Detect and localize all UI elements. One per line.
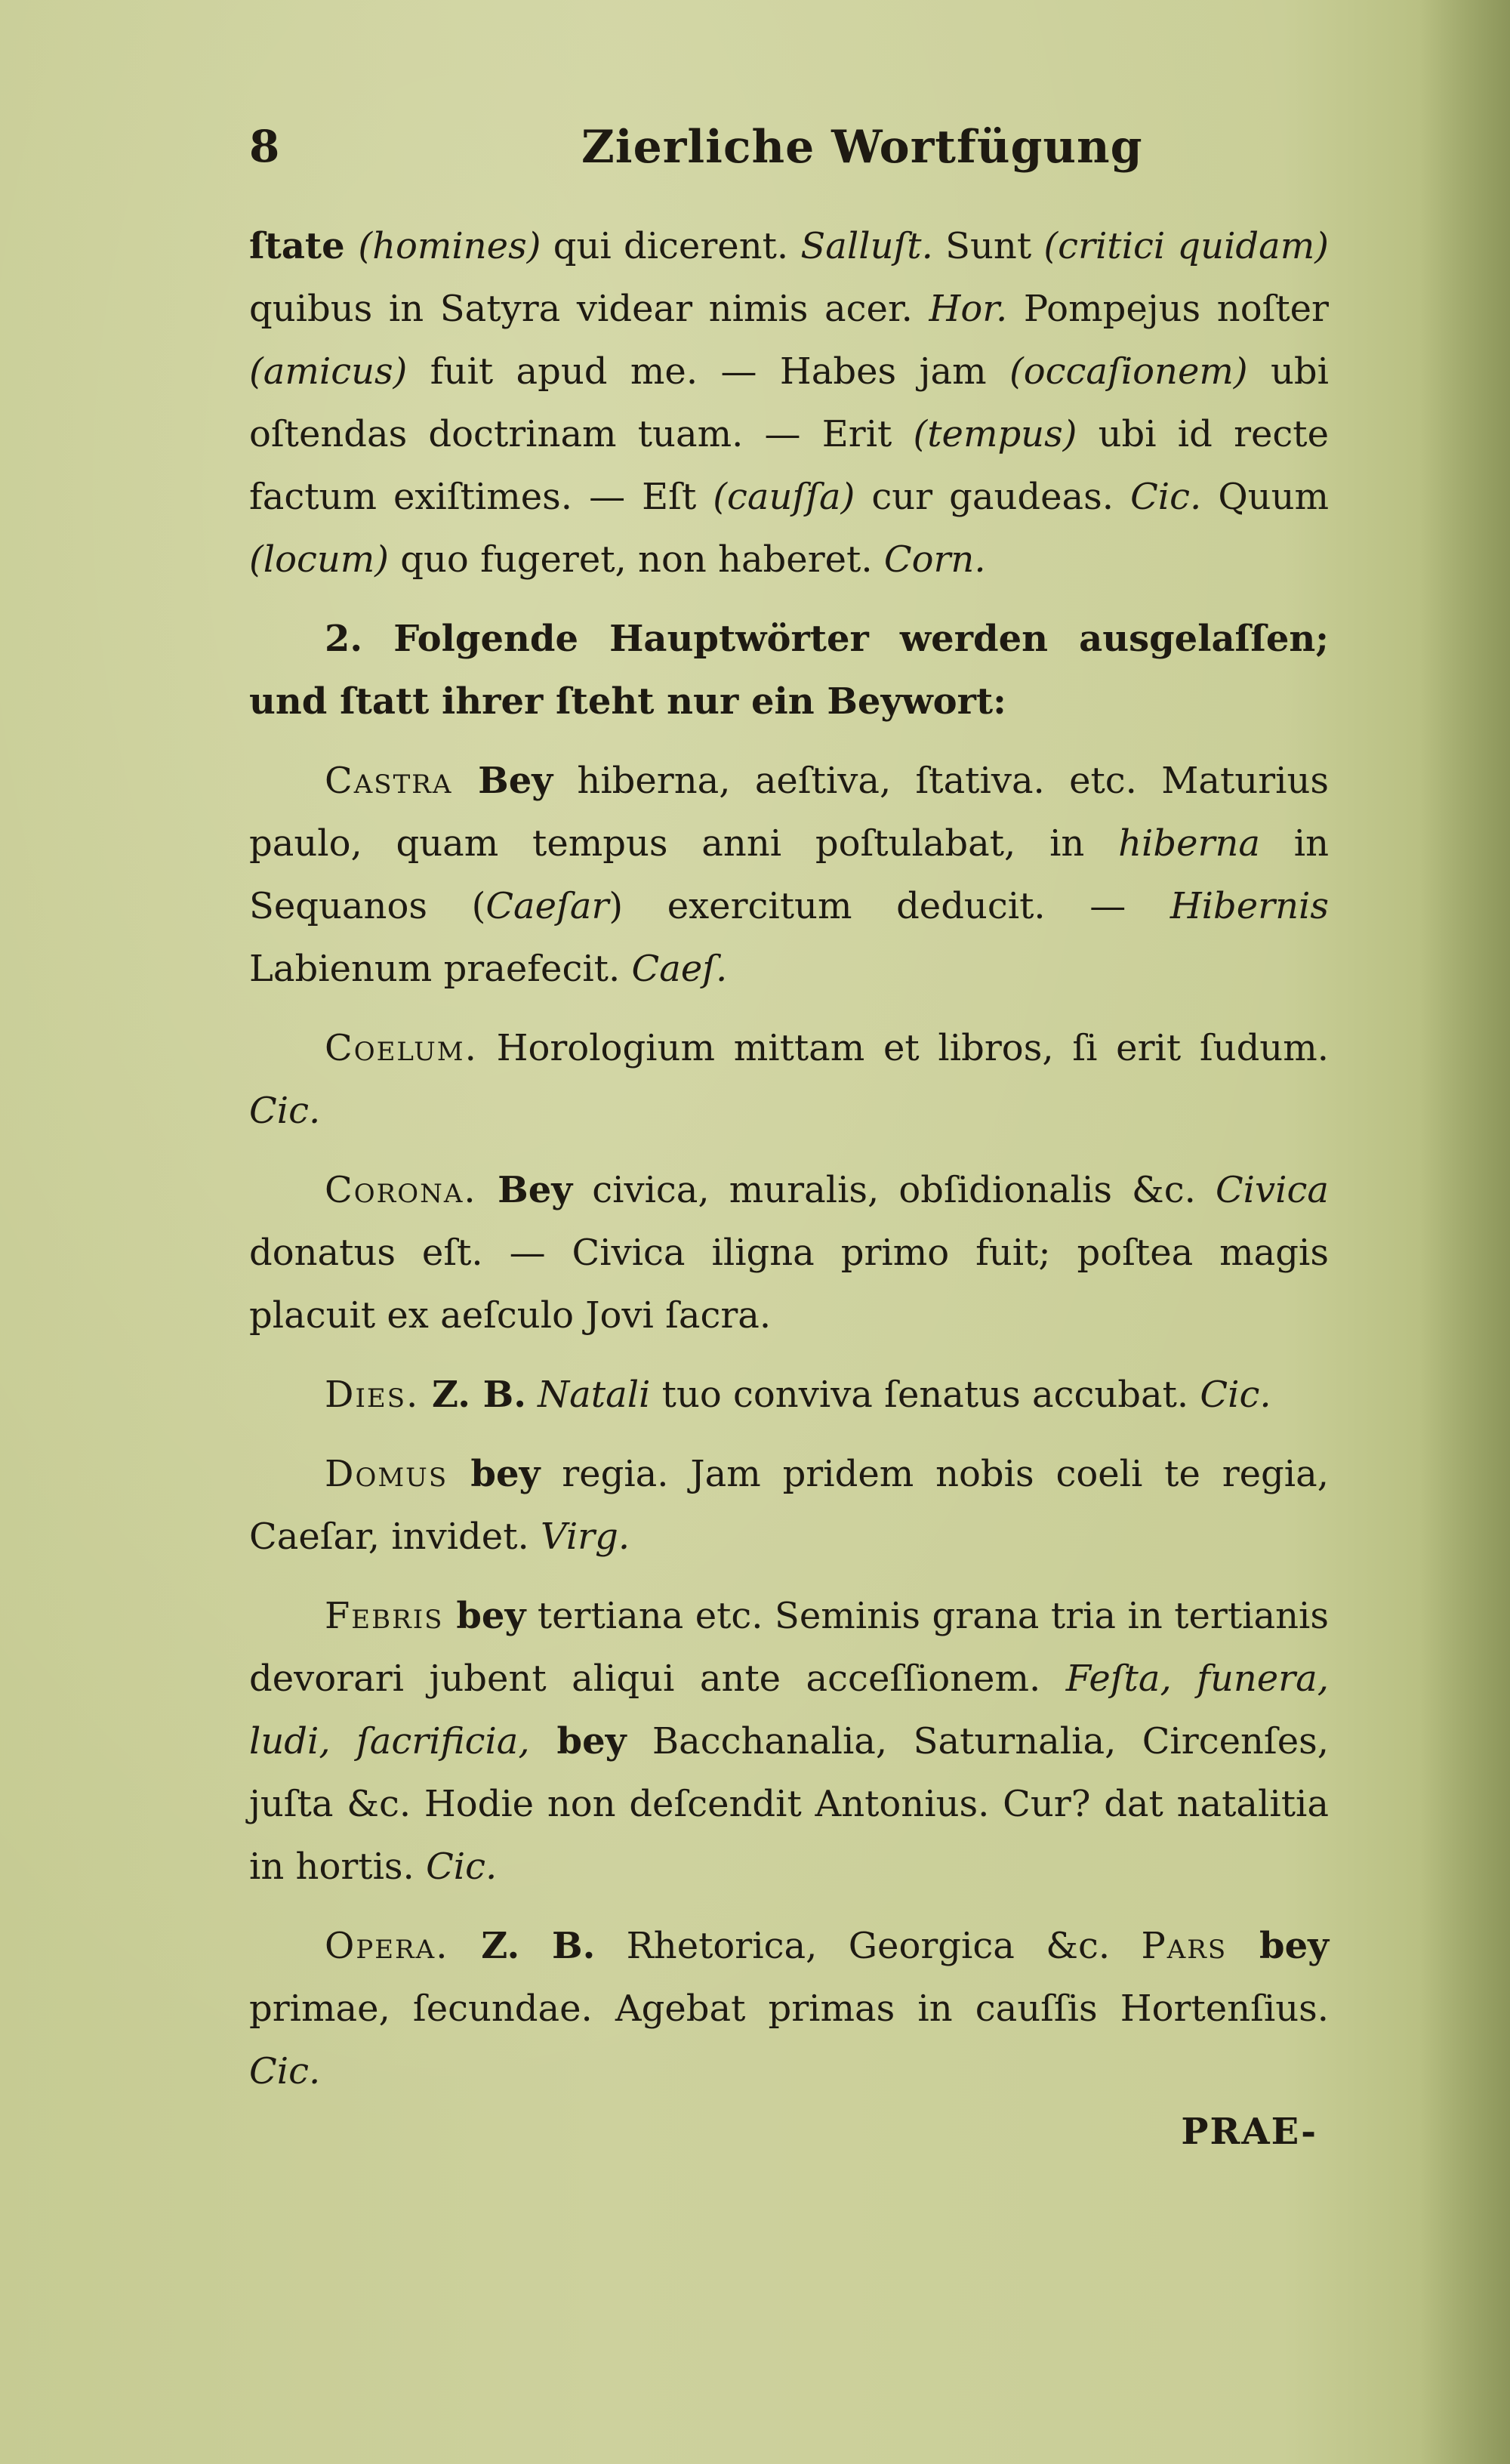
text-span: Rhetorica, Georgica &c. <box>595 1925 1142 1967</box>
text-span: Natali <box>538 1374 651 1416</box>
text-span: Feſta, funera, ludi, ſacrificia, <box>249 1658 1329 1762</box>
text-span: Labienum praefecit. <box>249 948 632 990</box>
entry-term: Castra <box>325 760 453 802</box>
citation: Cic. <box>426 1846 498 1888</box>
text-span: Z. B. <box>448 1925 596 1967</box>
text-span: hiberna, aeſtiva, ſtativa. etc. Maturius paulo, quam tempus anni poſtulabat, in <box>249 760 1330 865</box>
text-span: quibus in Satyra videar nimis acer. <box>249 288 929 330</box>
text-span: Bacchanalia, Saturnalia, Circenſes, juſta &c. Hodie non deſcendit Antonius. Cur? dat natalitia in hortis. <box>249 1720 1329 1888</box>
catchword: PRAE- <box>1181 2111 1317 2153</box>
text-span: Bey <box>452 760 553 802</box>
text-span: bey <box>448 1453 541 1495</box>
text-span: Civica <box>1215 1169 1329 1211</box>
entry-term: Pars <box>1141 1925 1228 1967</box>
citation: Hor. <box>929 288 1008 330</box>
text-span: qui dicerent. <box>541 225 801 267</box>
entry-term: Febris <box>325 1595 444 1637</box>
text-span: bey <box>443 1595 526 1637</box>
text-span: donatus eſt. — Civica iligna primo fuit; poſtea magis placuit ex aeſculo Jovi ſacra. <box>249 1232 1329 1337</box>
entry-term: Coelum. <box>325 1027 478 1069</box>
text-span: (locum) <box>249 538 390 581</box>
text-span: tertiana etc. Seminis grana tria in tertianis devorari jubent aliqui ante acceſſionem. <box>249 1595 1330 1700</box>
text-span: ubi oſtendas doctrinam tuam. — Erit <box>249 350 1330 455</box>
text-span: Sunt <box>932 225 1044 267</box>
text-span: (amicus) <box>249 350 408 393</box>
text-span: (homines) <box>358 225 541 267</box>
text-span: bey <box>1227 1925 1330 1967</box>
page-header <box>249 121 1344 181</box>
entry-term: Opera. <box>325 1925 449 1967</box>
text-span: hiberna <box>1118 822 1260 865</box>
citation: Corn. <box>883 538 986 581</box>
text-span: Hibernis <box>1169 885 1329 927</box>
text-span: bey <box>529 1720 627 1762</box>
text-span: ſtate <box>249 225 359 267</box>
paragraph-1 <box>249 215 1329 591</box>
text-span: primae, ſecundae. Agebat primas in cauſſis Hortenſius. <box>249 1988 1329 2030</box>
text-span: 2. Folgende Hauptwörter werden ausgelaſſen; und ſtatt ihrer ſteht nur ein Beywort: <box>249 618 1329 723</box>
entry-febris <box>249 1585 1329 1898</box>
text-span: tuo conviva ſenatus accubat. <box>650 1374 1200 1416</box>
text-span <box>526 1374 538 1416</box>
text-span: Caeſar <box>485 885 609 927</box>
citation: Virg. <box>541 1516 630 1558</box>
text-span: (critici quidam) <box>1043 225 1330 267</box>
citation: Cic. <box>249 1090 321 1132</box>
text-span: ) exercitum deducit. — <box>609 885 1170 927</box>
citation: Salluſt. <box>800 225 933 267</box>
entry-opera <box>249 1915 1329 2103</box>
text-span: Bey <box>476 1169 573 1211</box>
text-span: Horologium mittam et libros, ſi erit ſudum. <box>477 1027 1329 1069</box>
citation: Caeſ. <box>631 948 728 990</box>
section-heading-2 <box>249 608 1329 733</box>
entry-term: Corona. <box>325 1169 477 1211</box>
text-span: in Sequanos ( <box>249 822 1329 927</box>
text-span: (tempus) <box>913 413 1077 455</box>
text-span: ubi id recte factum exiſtimes. — Eſt <box>249 413 1329 518</box>
entry-term: Domus <box>325 1453 448 1495</box>
text-span: quo fugeret, non haberet. <box>389 538 884 581</box>
entry-dies <box>249 1364 1329 1426</box>
page-edge-shadow <box>1419 0 1510 2464</box>
text-span: civica, muralis, obſidionalis &c. <box>572 1169 1216 1211</box>
entry-corona <box>249 1159 1329 1347</box>
citation: Cic. <box>1130 476 1202 518</box>
text-span: Pompejus noſter <box>1007 288 1329 330</box>
entry-domus <box>249 1443 1329 1568</box>
text-span: fuit apud me. — Habes jam <box>407 350 1010 393</box>
citation: Cic. <box>1200 1374 1271 1416</box>
text-span: (occaſionem) <box>1009 350 1248 393</box>
text-span: cur gaudeas. <box>855 476 1131 518</box>
text-span: Quum <box>1201 476 1330 518</box>
page-body <box>249 215 1329 2120</box>
entry-castra <box>249 750 1329 1001</box>
text-span: regia. Jam pridem nobis coeli te regia, Caeſar, invidet. <box>249 1453 1329 1558</box>
entry-coelum <box>249 1017 1329 1143</box>
running-head: Zierliche Wortfügung <box>581 121 1143 174</box>
entry-term: Dies. <box>325 1374 420 1416</box>
citation: Cic. <box>249 2050 321 2092</box>
text-span: Z. B. <box>419 1374 526 1416</box>
text-span: (cauſſa) <box>713 476 855 518</box>
page-number: 8 <box>249 121 280 172</box>
